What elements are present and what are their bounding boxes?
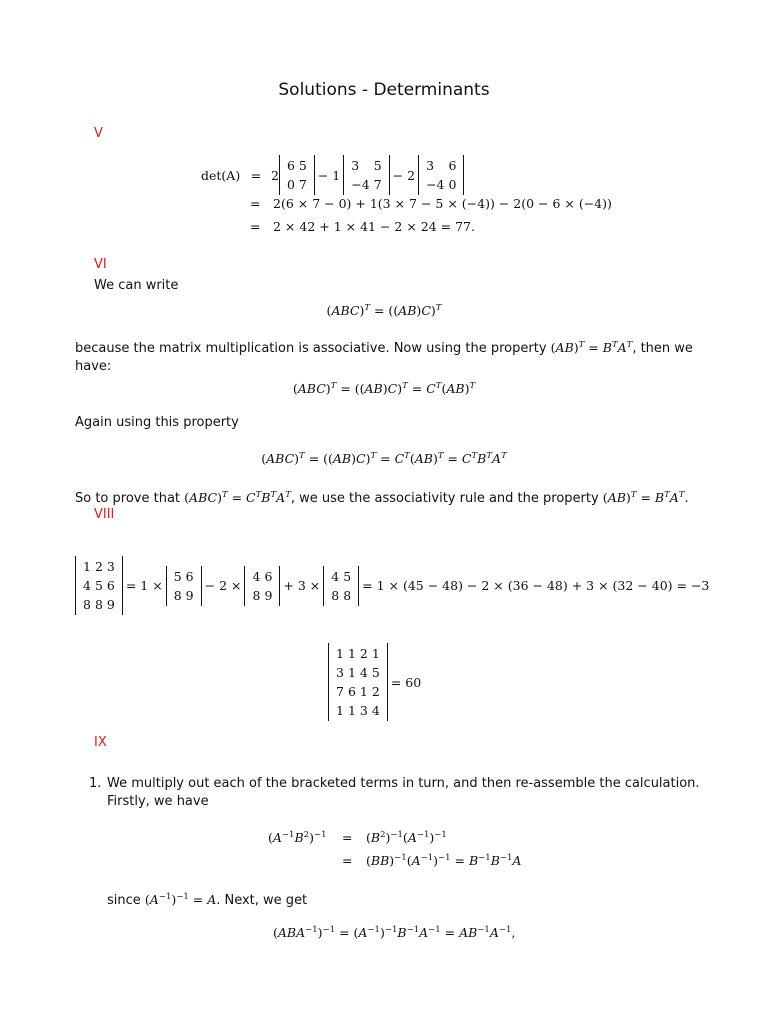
equation-transpose-1: $(ABC)^T = ((AB)C)^T$ xyxy=(326,303,442,318)
list-item-text: We multiply out each of the bracketed terms in turn, and then re-assemble the calculation. Firstly, we have xyxy=(107,776,700,809)
minor-matrix-3: 3 6 −4 0 xyxy=(418,155,464,195)
term-3: + 3 × xyxy=(283,578,321,593)
equals-sign: = xyxy=(342,830,353,845)
list-item-number: 1. xyxy=(89,776,102,791)
cofactor-matrix-3: 4 5 8 8 xyxy=(323,566,359,606)
determinant-4x4 xyxy=(328,643,421,721)
equals-sign: = xyxy=(250,219,261,234)
equation-transpose-3: $(ABC)^T = ((AB)C)^T = C^T(AB)^T = C^TB^TA^T$ xyxy=(261,451,507,466)
section-label-v: V xyxy=(94,126,103,141)
det-lhs: det(A) xyxy=(201,167,241,183)
paragraph-so-to-prove: So to prove that $(ABC)^T = C^TB^TA^T$, we use the associativity rule and the property $(AB)^T = B^TA^T$. xyxy=(75,490,689,506)
minor-matrix-2: 3 5 −4 7 xyxy=(343,155,389,195)
operator: − 2 xyxy=(392,167,416,183)
paragraph-because: because the matrix multiplication is associative. Now using the property $(AB)^T = B^TA^T$, then we have: xyxy=(75,340,693,374)
determinant-3x3-expansion xyxy=(75,556,709,615)
term-2: − 2 × xyxy=(204,578,242,593)
determinant-4x4-result: = 60 xyxy=(390,674,422,690)
section-label-viii: VIII xyxy=(94,507,115,522)
section-label-vi: VI xyxy=(94,257,107,272)
equals-sign: = xyxy=(250,167,262,183)
det-expansion-line-3: 2 × 42 + 1 × 41 − 2 × 24 = 77. xyxy=(273,219,475,234)
minor-matrix-1: 6 5 0 7 xyxy=(279,155,315,195)
paragraph-since: since $(A^{-1})^{-1} = A$. Next, we get xyxy=(107,892,308,908)
paragraph-we-can-write: We can write xyxy=(94,278,179,293)
operator: − 1 xyxy=(317,167,341,183)
term-1: = 1 × xyxy=(125,578,163,593)
section-label-ix: IX xyxy=(94,735,107,750)
equals-sign: = xyxy=(250,196,261,211)
matrix-3x3: 1 2 3 4 5 6 8 8 9 xyxy=(75,556,123,615)
equation-transpose-2: $(ABC)^T = ((AB)C)^T = C^T(AB)^T$ xyxy=(292,381,476,396)
matrix-4x4: 1 1 2 1 3 1 4 5 7 6 1 2 1 1 3 4 xyxy=(328,643,388,721)
page-title: Solutions - Determinants xyxy=(278,80,490,100)
paragraph-again: Again using this property xyxy=(75,415,239,430)
inverse-eq-rhs-2: $(BB)^{-1}(A^{-1})^{-1} = B^{-1}B^{-1}A$ xyxy=(366,853,522,868)
equals-sign: = xyxy=(342,853,353,868)
det-expansion-line-2: 2(6 × 7 − 0) + 1(3 × 7 − 5 × (−4)) − 2(0 − 6 × (−4)) xyxy=(273,196,612,211)
coefficient: 2 xyxy=(271,167,279,183)
inverse-eq-2: $(ABA^{-1})^{-1} = (A^{-1})^{-1}B^{-1}A^{-1} = AB^{-1}A^{-1}$, xyxy=(273,925,516,940)
inverse-eq-lhs: $(A^{-1}B^2)^{-1}$ xyxy=(268,830,327,845)
cofactor-matrix-2: 4 6 8 9 xyxy=(244,566,280,606)
inverse-eq-rhs-1: $(B^2)^{-1}(A^{-1})^{-1}$ xyxy=(366,830,447,845)
det-expansion-line-1 xyxy=(201,155,464,195)
cofactor-matrix-1: 5 6 8 9 xyxy=(166,566,202,606)
expansion-result: = 1 × (45 − 48) − 2 × (36 − 48) + 3 × (32 − 40) = −3 xyxy=(362,578,710,593)
